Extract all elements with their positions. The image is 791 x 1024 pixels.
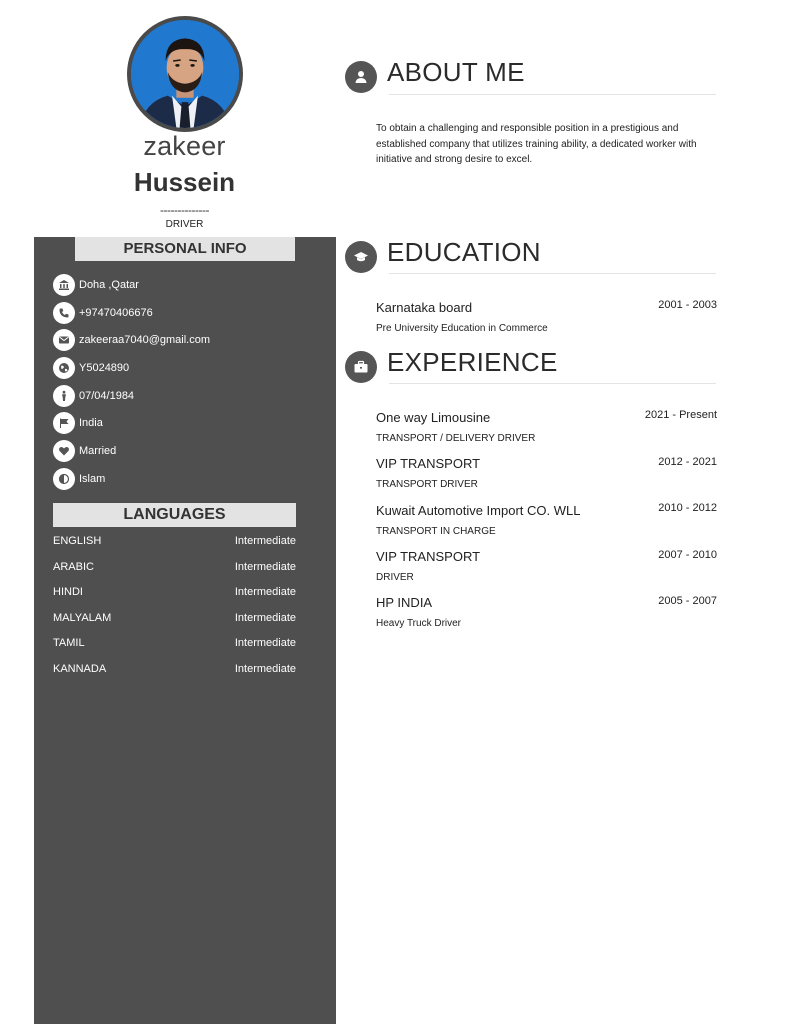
info-item-nationality (53, 409, 313, 437)
info-religion-text: Islam (79, 472, 106, 485)
experience-entry-title: Kuwait Automotive Import CO. WLL (376, 503, 581, 518)
education-title: EDUCATION (387, 237, 541, 267)
first-name: zakeer (143, 131, 226, 161)
education-entry-title: Karnataka board (376, 300, 473, 315)
languages-list (53, 533, 296, 687)
experience-entry-role: TRANSPORT DRIVER (376, 479, 478, 490)
language-name: KANNADA (53, 662, 107, 675)
about-me-title: ABOUT ME (387, 57, 525, 87)
half-circle-icon (53, 468, 75, 490)
user-icon (345, 61, 377, 93)
heart-icon (53, 440, 75, 462)
last-name: Hussein (133, 167, 236, 197)
experience-entry-title: HP INDIA (376, 595, 433, 610)
graduation-cap-icon (345, 241, 377, 273)
language-row (53, 533, 296, 559)
info-birthdate-text: 07/04/1984 (79, 389, 135, 402)
education-divider (389, 273, 716, 274)
sidebar (34, 237, 336, 1024)
info-item-location (53, 271, 313, 299)
experience-title: EXPERIENCE (387, 347, 558, 377)
language-name: HINDI (53, 586, 83, 599)
about-me-divider (389, 94, 716, 95)
language-name: MALYALAM (53, 611, 112, 624)
info-marital-status-text: Married (79, 444, 117, 457)
language-level: Intermediate (234, 535, 296, 547)
briefcase-icon (345, 351, 377, 383)
language-row (53, 661, 296, 687)
personal-info-heading: PERSONAL INFO (75, 237, 295, 261)
language-row (53, 635, 296, 661)
name-divider: -------------- (160, 203, 209, 217)
experience-entry-role: TRANSPORT IN CHARGE (376, 526, 496, 537)
profile-photo (127, 16, 243, 132)
about-me-text: To obtain a challenging and responsible position in a prestigious and established company that utilizes training ability, a dedicated worker with initiative and strong desire to excel. (376, 123, 697, 165)
info-item-marital-status (53, 437, 313, 465)
bank-icon (53, 274, 75, 296)
language-level: Intermediate (234, 560, 296, 573)
flag-icon (53, 412, 75, 434)
experience-entry-title: One way Limousine (376, 410, 491, 425)
experience-entry-date: 2005 - 2007 (658, 595, 717, 607)
experience-entry-title: VIP TRANSPORT (376, 456, 481, 471)
experience-entry-date: 2010 - 2012 (658, 502, 717, 514)
experience-entry-role: Heavy Truck Driver (376, 618, 462, 629)
language-row (53, 610, 296, 636)
info-item-phone (53, 299, 313, 327)
language-level: Intermediate (234, 611, 296, 624)
language-level: Intermediate (234, 662, 296, 675)
language-name: ENGLISH (53, 535, 102, 547)
experience-entry-date: 2021 - Present (644, 409, 717, 421)
education-entry-date: 2001 - 2003 (658, 299, 717, 311)
experience-divider (389, 383, 716, 384)
profile-photo-image (131, 20, 239, 128)
experience-entry-role: DRIVER (376, 572, 414, 583)
info-nationality-text: India (79, 417, 103, 430)
globe-icon (53, 357, 75, 379)
person-icon (53, 385, 75, 407)
language-row (53, 584, 296, 610)
info-item-email (53, 326, 313, 354)
languages-heading: LANGUAGES (53, 503, 296, 527)
language-name: ARABIC (53, 560, 94, 573)
info-location-text: Doha ,Qatar (79, 278, 139, 291)
language-level: Intermediate (234, 637, 296, 650)
info-item-id (53, 354, 313, 382)
info-phone-text: +97470406676 (79, 306, 153, 319)
experience-entry-role: TRANSPORT / DELIVERY DRIVER (376, 433, 536, 444)
info-item-birthdate (53, 382, 313, 410)
phone-icon (53, 302, 75, 324)
experience-entry-title: VIP TRANSPORT (376, 549, 481, 564)
info-id-text: Y5024890 (79, 361, 130, 374)
email-icon (53, 329, 75, 351)
info-item-religion (53, 465, 313, 493)
job-title: DRIVER (165, 219, 204, 230)
language-row (53, 559, 296, 585)
education-entry-subtitle: Pre University Education in Commerce (376, 323, 548, 334)
language-level: Intermediate (234, 586, 296, 599)
personal-info-list (53, 271, 313, 493)
experience-entry-date: 2012 - 2021 (658, 456, 717, 468)
experience-entry-date: 2007 - 2010 (658, 549, 717, 561)
info-email-text: zakeeraa7040@gmail.com (79, 334, 211, 347)
language-name: TAMIL (53, 637, 85, 650)
